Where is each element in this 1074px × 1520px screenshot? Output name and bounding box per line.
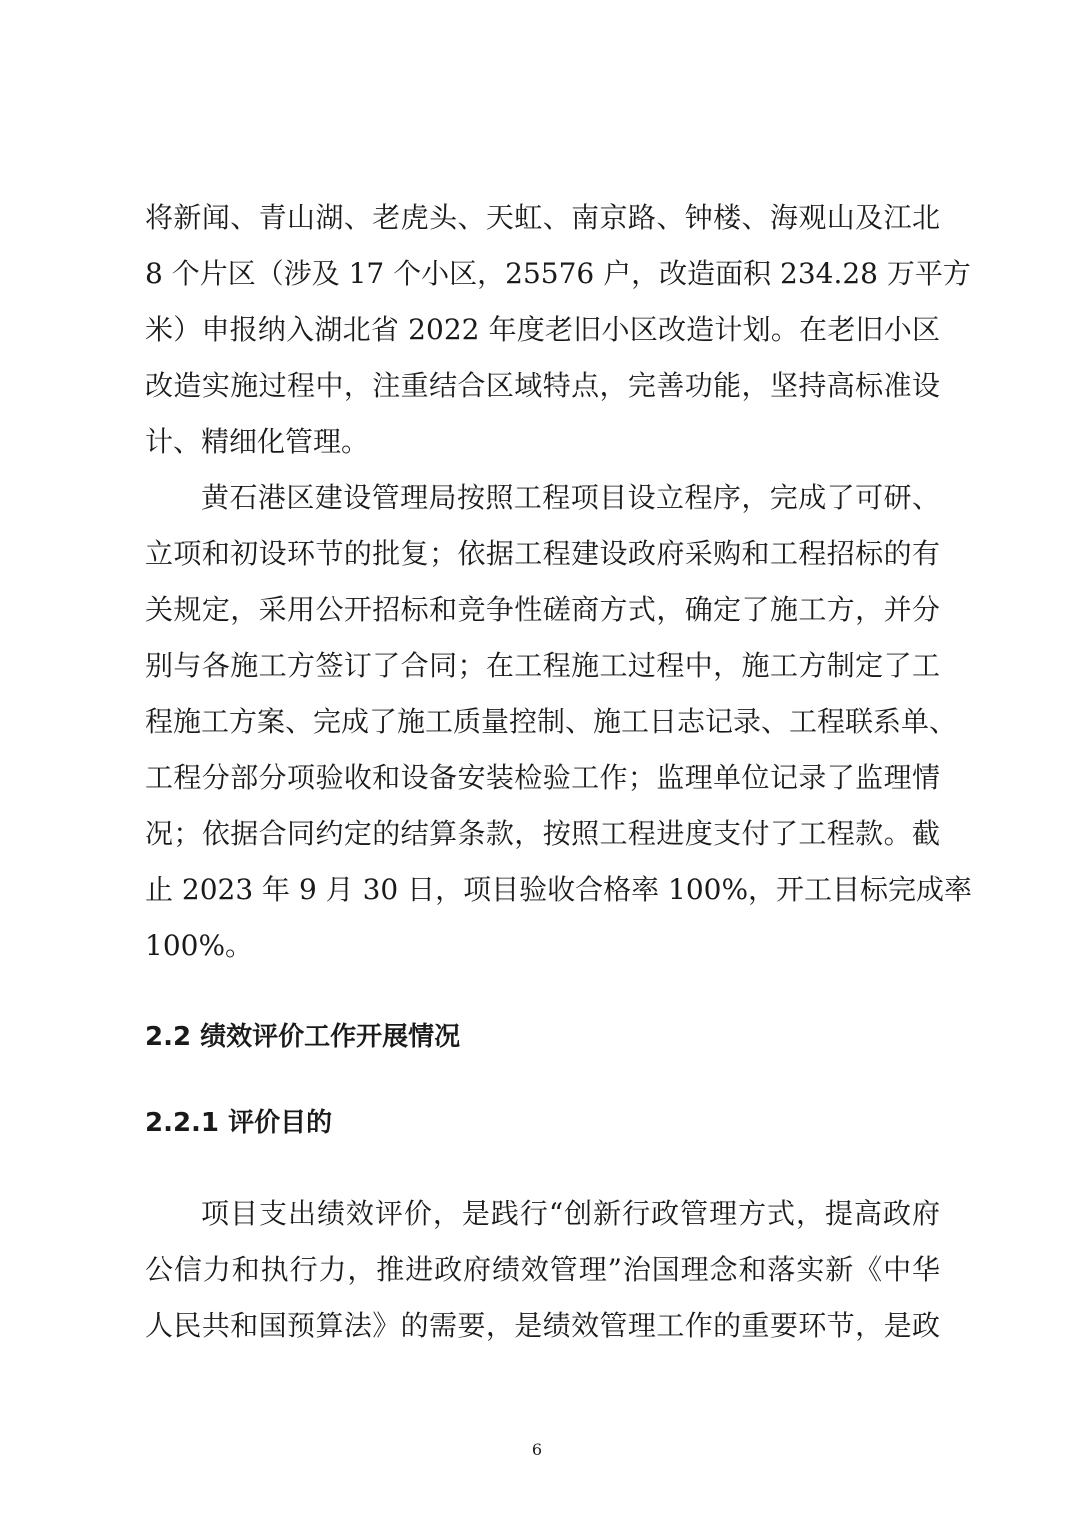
section-heading: 2.2 绩效评价工作开展情况	[145, 1022, 461, 1052]
paragraph-2-line-5: 程施工方案、完成了施工质量控制、施工日志记录、工程联系单、	[145, 705, 958, 738]
paragraph-3-line-2: 公信力和执行力，推进政府绩效管理”治国理念和落实新《中华	[145, 1253, 940, 1286]
paragraph-2-line-2: 立项和初设环节的批复；依据工程建设政府采购和工程招标的有	[145, 537, 940, 570]
paragraph-2-line-7: 况；依据合同约定的结算条款，按照工程进度支付了工程款。截	[145, 817, 940, 850]
subsection-heading: 2.2.1 评价目的	[145, 1108, 333, 1138]
paragraph-3-line-3: 人民共和国预算法》的需要，是绩效管理工作的重要环节，是政	[145, 1309, 940, 1342]
paragraph-2-line-1: 黄石港区建设管理局按照工程项目设立程序，完成了可研、	[201, 481, 940, 514]
paragraph-1-line-2: 8 个片区（涉及 17 个小区，25576 户，改造面积 234.28 万平方	[145, 257, 971, 290]
paragraph-3-line-1: 项目支出绩效评价，是践行“创新行政管理方式，提高政府	[201, 1197, 940, 1230]
paragraph-2-line-9: 100%。	[145, 929, 254, 962]
paragraph-1-line-5: 计、精细化管理。	[145, 425, 370, 458]
paragraph-2-line-8: 止 2023 年 9 月 30 日，项目验收合格率 100%，开工目标完成率	[145, 873, 973, 906]
paragraph-2-line-3: 关规定，采用公开招标和竞争性磋商方式，确定了施工方，并分	[145, 593, 940, 626]
paragraph-1-line-1: 将新闻、青山湖、老虎头、天虹、南京路、钟楼、海观山及江北	[145, 201, 940, 234]
page-number: 6	[531, 1440, 543, 1459]
paragraph-2-line-4: 别与各施工方签订了合同；在工程施工过程中，施工方制定了工	[145, 649, 940, 682]
paragraph-1-line-4: 改造实施过程中，注重结合区域特点，完善功能，坚持高标准设	[145, 369, 940, 402]
paragraph-2-line-6: 工程分部分项验收和设备安装检验工作；监理单位记录了监理情	[145, 761, 940, 794]
paragraph-1-line-3: 米）申报纳入湖北省 2022 年度老旧小区改造计划。在老旧小区	[145, 313, 940, 346]
